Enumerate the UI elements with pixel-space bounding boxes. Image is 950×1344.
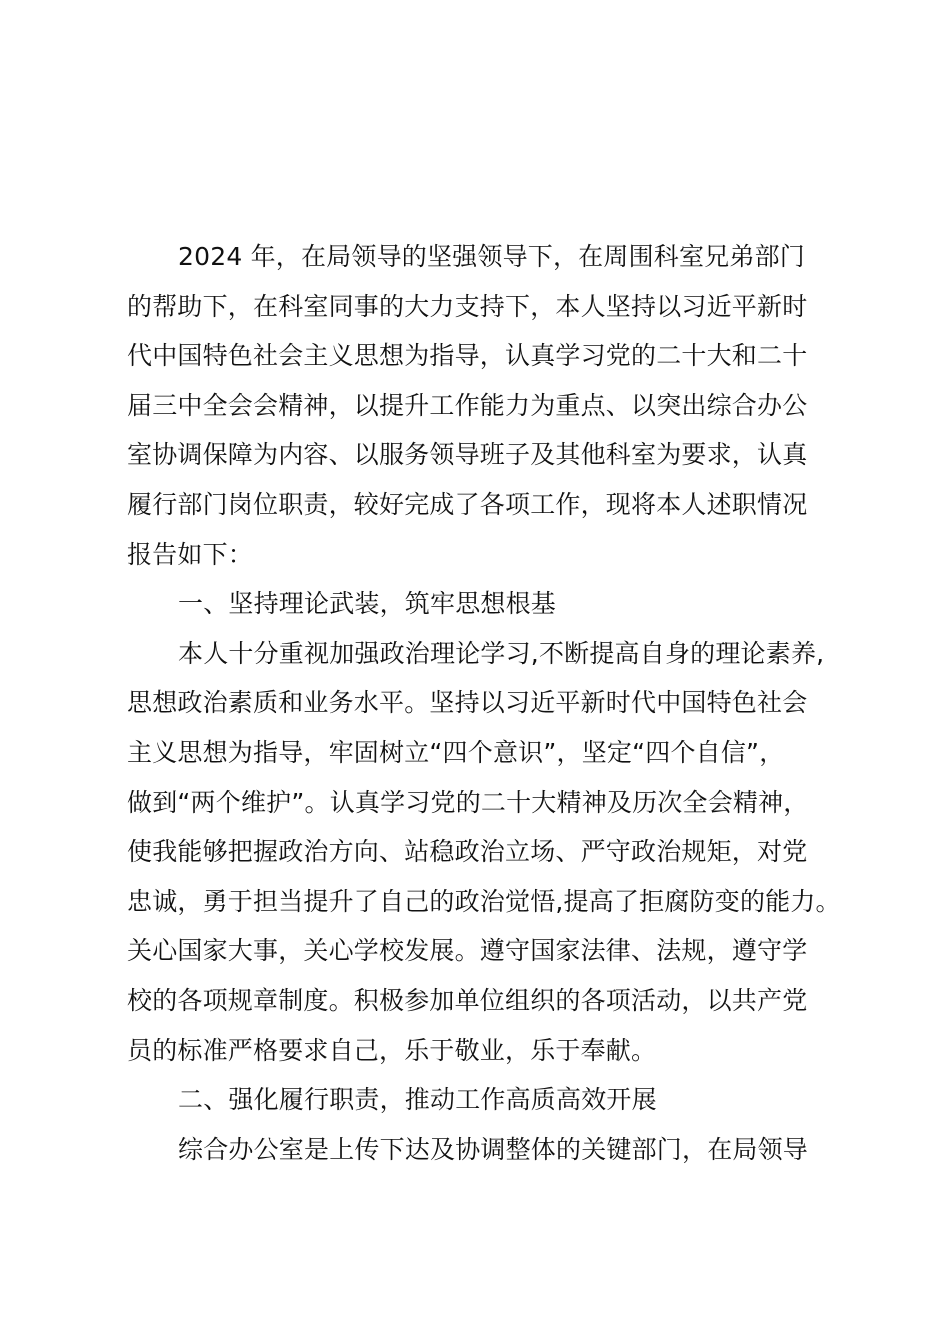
paragraph-3-line-1: 综合办公室是上传下达及协调整体的关键部门，在局领导 (178, 1134, 809, 1164)
paragraph-2-line-4: 做到“两个维护”。认真学习党的二十大精神及历次全会精神， (127, 787, 809, 817)
paragraph-1-line-4: 届三中全会会精神，以提升工作能力为重点、以突出综合办公 (127, 390, 808, 420)
paragraph-1-line-5: 室协调保障为内容、以服务领导班子及其他科室为要求，认真 (127, 440, 808, 470)
paragraph-2-line-8: 校的各项规章制度。积极参加单位组织的各项活动，以共产党 (127, 985, 808, 1015)
paragraph-2-line-5: 使我能够把握政治方向、站稳政治立场、严守政治规矩，对党 (127, 837, 808, 867)
section-heading-2: 二、强化履行职责，推动工作高质高效开展 (178, 1085, 657, 1115)
paragraph-1-line-1: 2024 年，在局领导的坚强领导下，在周围科室兄弟部门 (178, 242, 805, 271)
paragraph-2-line-2: 思想政治素质和业务水平。坚持以习近平新时代中国特色社会 (127, 688, 808, 718)
document-body (127, 232, 847, 1174)
paragraph-2-line-3: 主义思想为指导，牢固树立“四个意识”，坚定“四个自信”， (127, 737, 785, 767)
paragraph-2-line-7: 关心国家大事，关心学校发展。遵守国家法律、法规，遵守学 (127, 936, 808, 966)
paragraph-1-line-3: 代中国特色社会主义思想为指导，认真学习党的二十大和二十 (127, 341, 808, 371)
section-heading-1: 一、坚持理论武装，筑牢思想根基 (178, 589, 557, 619)
paragraph-1-line-6: 履行部门岗位职责，较好完成了各项工作，现将本人述职情况 (127, 489, 808, 519)
paragraph-1-line-2: 的帮助下，在科室同事的大力支持下，本人坚持以习近平新时 (127, 291, 808, 321)
paragraph-2-line-1: 本人十分重视加强政治理论学习,不断提高自身的理论素养, (178, 638, 825, 668)
paragraph-1-line-7: 报告如下： (127, 539, 254, 569)
paragraph-2-line-6: 忠诚，勇于担当提升了自己的政治觉悟,提高了拒腐防变的能力。 (127, 886, 841, 916)
paragraph-2-line-9: 员的标准严格要求自己，乐于敬业，乐于奉献。 (127, 1035, 657, 1065)
